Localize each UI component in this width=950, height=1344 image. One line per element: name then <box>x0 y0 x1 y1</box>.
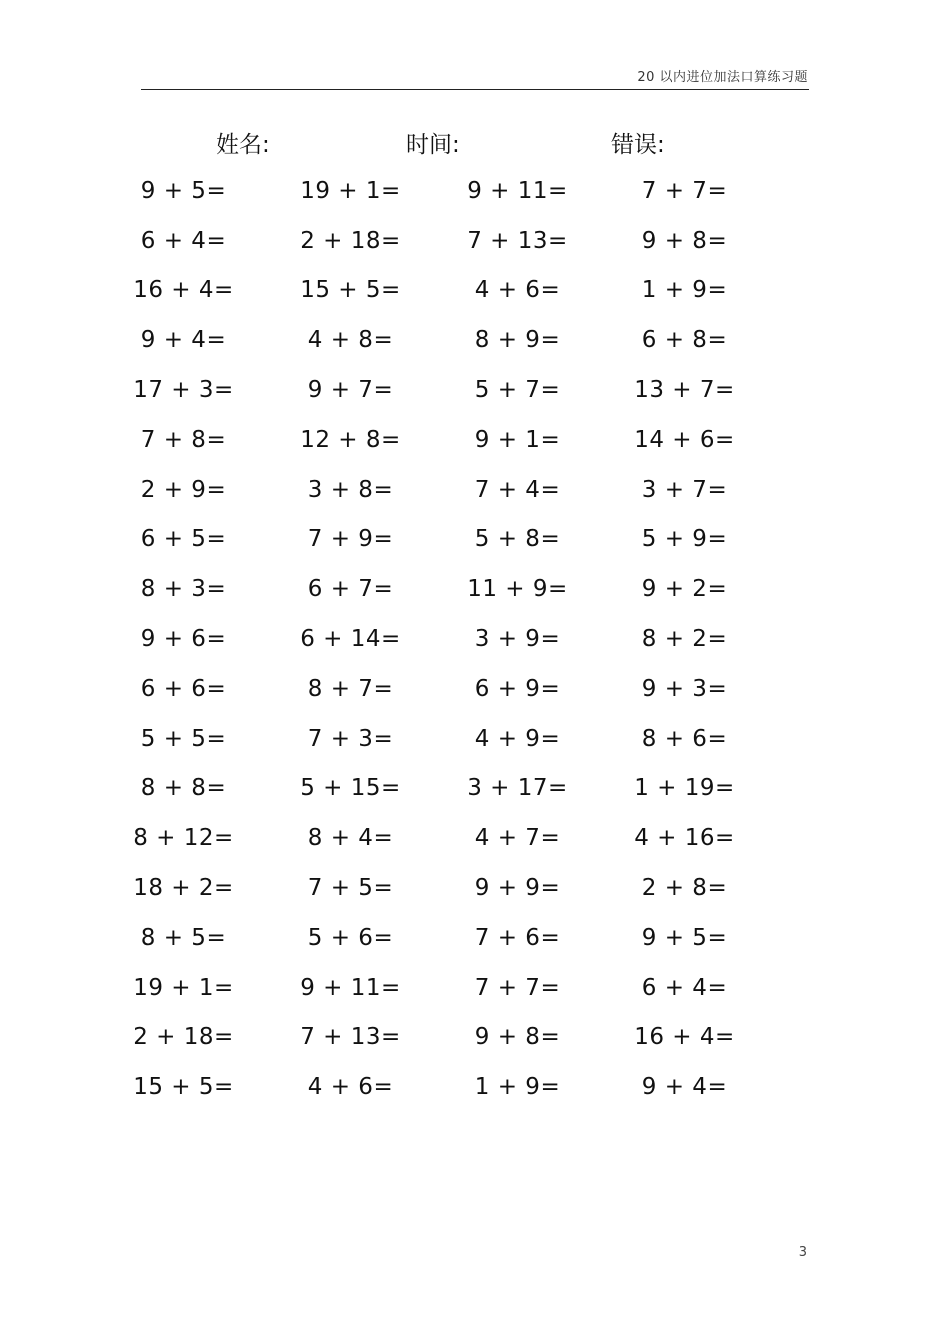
problem-row <box>100 365 770 415</box>
problem-row <box>100 166 770 216</box>
problem-cell: 4 + 8= <box>307 327 394 354</box>
problem-cell: 2 + 18= <box>300 227 401 254</box>
problem-cell: 4 + 16= <box>634 825 735 852</box>
problem-cell: 9 + 5= <box>641 924 728 951</box>
problem-cell: 3 + 17= <box>467 775 568 802</box>
page-number: 3 <box>798 1245 807 1260</box>
problem-cell: 5 + 15= <box>300 775 401 802</box>
problem-cell: 8 + 8= <box>140 775 227 802</box>
problem-cell: 4 + 7= <box>474 825 561 852</box>
problem-row <box>100 963 770 1013</box>
problem-row <box>100 913 770 963</box>
problem-cell: 14 + 6= <box>634 426 735 453</box>
problem-cell: 13 + 7= <box>634 377 735 404</box>
problem-cell: 1 + 19= <box>634 775 735 802</box>
problem-cell: 4 + 9= <box>474 725 561 752</box>
problem-cell: 2 + 8= <box>641 875 728 902</box>
time-label: 时间: <box>406 132 460 158</box>
problem-cell: 5 + 6= <box>307 924 394 951</box>
problem-row <box>100 764 770 814</box>
problem-cell: 9 + 11= <box>467 177 568 204</box>
problem-cell: 7 + 7= <box>474 974 561 1001</box>
problem-cell: 3 + 7= <box>641 476 728 503</box>
problem-cell: 2 + 9= <box>140 476 227 503</box>
problem-row <box>100 664 770 714</box>
problem-cell: 6 + 9= <box>474 675 561 702</box>
problem-cell: 8 + 5= <box>140 924 227 951</box>
problem-row <box>100 266 770 316</box>
problem-cell: 5 + 5= <box>140 725 227 752</box>
problem-cell: 6 + 4= <box>140 227 227 254</box>
problem-cell: 8 + 12= <box>133 825 234 852</box>
problem-cell: 8 + 9= <box>474 327 561 354</box>
problem-cell: 3 + 9= <box>474 626 561 653</box>
problem-cell: 15 + 5= <box>133 1074 234 1101</box>
problem-cell: 6 + 6= <box>140 675 227 702</box>
problem-cell: 1 + 9= <box>474 1074 561 1101</box>
problem-row <box>100 515 770 565</box>
problem-cell: 7 + 13= <box>300 1024 401 1051</box>
problem-row <box>100 813 770 863</box>
problem-cell: 8 + 6= <box>641 725 728 752</box>
problem-cell: 6 + 14= <box>300 626 401 653</box>
problem-cell: 3 + 8= <box>307 476 394 503</box>
errors-label: 错误: <box>611 132 665 158</box>
problem-grid <box>100 166 770 1112</box>
problem-cell: 4 + 6= <box>474 277 561 304</box>
problem-cell: 6 + 4= <box>641 974 728 1001</box>
problem-row <box>100 415 770 465</box>
problem-cell: 1 + 9= <box>641 277 728 304</box>
problem-cell: 7 + 13= <box>467 227 568 254</box>
problem-cell: 9 + 4= <box>641 1074 728 1101</box>
problem-cell: 9 + 4= <box>140 327 227 354</box>
problem-row <box>100 714 770 764</box>
problem-row <box>100 1013 770 1063</box>
problem-cell: 4 + 6= <box>307 1074 394 1101</box>
problem-row <box>100 216 770 266</box>
problem-cell: 7 + 9= <box>307 526 394 553</box>
problem-cell: 19 + 1= <box>133 974 234 1001</box>
problem-cell: 6 + 5= <box>140 526 227 553</box>
problem-cell: 7 + 8= <box>140 426 227 453</box>
problem-cell: 7 + 5= <box>307 875 394 902</box>
problem-cell: 16 + 4= <box>133 277 234 304</box>
problem-cell: 5 + 9= <box>641 526 728 553</box>
problem-row <box>100 863 770 913</box>
problem-cell: 5 + 8= <box>474 526 561 553</box>
problem-cell: 19 + 1= <box>300 177 401 204</box>
problem-cell: 9 + 6= <box>140 626 227 653</box>
problem-row <box>100 1062 770 1112</box>
problem-cell: 8 + 2= <box>641 626 728 653</box>
problem-cell: 8 + 4= <box>307 825 394 852</box>
problem-cell: 7 + 6= <box>474 924 561 951</box>
problem-cell: 6 + 8= <box>641 327 728 354</box>
document-header-title: 20 以内进位加法口算练习题 <box>637 70 808 85</box>
problem-cell: 9 + 2= <box>641 576 728 603</box>
name-label: 姓名: <box>216 132 270 158</box>
problem-cell: 9 + 5= <box>140 177 227 204</box>
problem-cell: 2 + 18= <box>133 1024 234 1051</box>
problem-row <box>100 614 770 664</box>
problem-cell: 17 + 3= <box>133 377 234 404</box>
problem-cell: 9 + 11= <box>300 974 401 1001</box>
problem-cell: 16 + 4= <box>634 1024 735 1051</box>
problem-row <box>100 315 770 365</box>
problem-cell: 11 + 9= <box>467 576 568 603</box>
problem-cell: 15 + 5= <box>300 277 401 304</box>
problem-cell: 9 + 8= <box>474 1024 561 1051</box>
problem-cell: 8 + 3= <box>140 576 227 603</box>
problem-cell: 12 + 8= <box>300 426 401 453</box>
problem-cell: 9 + 7= <box>307 377 394 404</box>
problem-cell: 7 + 7= <box>641 177 728 204</box>
problem-row <box>100 465 770 515</box>
problem-cell: 7 + 4= <box>474 476 561 503</box>
problem-cell: 9 + 9= <box>474 875 561 902</box>
problem-cell: 9 + 8= <box>641 227 728 254</box>
problem-cell: 9 + 1= <box>474 426 561 453</box>
header-divider <box>141 89 809 90</box>
problem-cell: 5 + 7= <box>474 377 561 404</box>
problem-cell: 7 + 3= <box>307 725 394 752</box>
problem-cell: 6 + 7= <box>307 576 394 603</box>
problem-cell: 8 + 7= <box>307 675 394 702</box>
problem-row <box>100 564 770 614</box>
problem-cell: 9 + 3= <box>641 675 728 702</box>
problem-cell: 18 + 2= <box>133 875 234 902</box>
